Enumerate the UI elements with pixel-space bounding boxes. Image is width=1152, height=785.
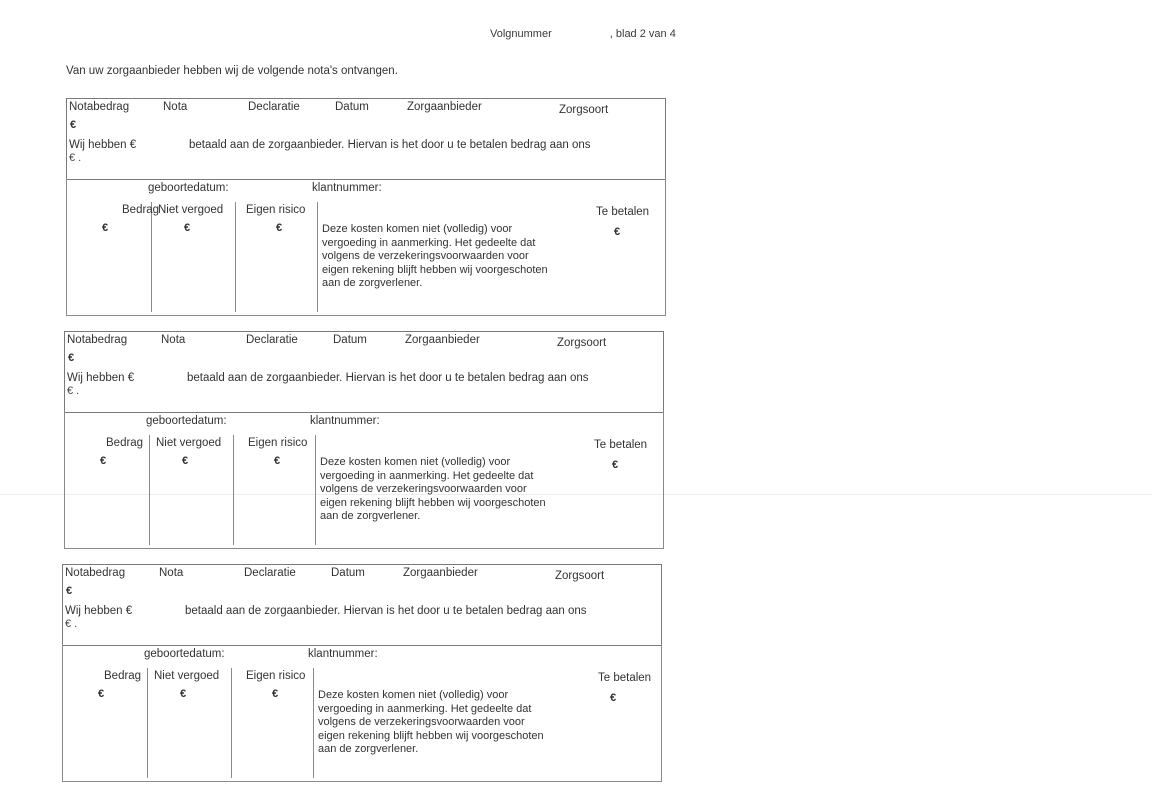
- bedrag-euro: €: [98, 688, 105, 700]
- claim-summary-box: [66, 98, 666, 180]
- divider: [151, 202, 152, 312]
- niet-vergoed-header: Niet vergoed: [154, 670, 220, 682]
- eigen-risico-header: Eigen risico: [246, 204, 306, 216]
- claim-summary-box: [62, 564, 662, 646]
- col-declaratie: Declaratie: [244, 567, 296, 579]
- geboortedatum-label: geboortedatum:: [144, 648, 225, 660]
- geboortedatum-label: geboortedatum:: [146, 415, 227, 427]
- eigen-risico-euro: €: [274, 455, 281, 467]
- klantnummer-label: klantnummer:: [312, 182, 382, 194]
- te-betalen-header: Te betalen: [598, 672, 652, 684]
- col-datum: Datum: [335, 101, 369, 113]
- col-datum: Datum: [331, 567, 365, 579]
- divider: [317, 202, 318, 312]
- bedrag-euro: €: [100, 455, 107, 467]
- divider: [231, 668, 232, 778]
- bedrag-euro: €: [102, 222, 109, 234]
- explanation-note: Deze kosten komen niet (volledig) voor vergoeding in aanmerking. Het gedeelte dat volgens de verzekeringsvoorwaarden voor eigen rekening blijft hebben wij voorgeschoten aan de zorgverlener.: [322, 223, 548, 289]
- eigen-risico-euro: €: [276, 222, 283, 234]
- euro-amount: € .: [67, 385, 80, 397]
- page-header: [490, 28, 676, 40]
- volgnummer-label: Volgnummer: [490, 28, 552, 40]
- col-zorgaanbieder: Zorgaanbieder: [405, 334, 480, 346]
- eigen-risico-header: Eigen risico: [248, 437, 308, 449]
- te-betalen-header: Te betalen: [594, 439, 648, 451]
- euro-amount: € .: [65, 618, 78, 630]
- col-zorgsoort: Zorgsoort: [555, 570, 605, 582]
- col-datum: Datum: [333, 334, 367, 346]
- divider: [233, 435, 234, 545]
- divider: [313, 668, 314, 778]
- col-nota: Nota: [163, 101, 188, 113]
- col-nota: Nota: [159, 567, 184, 579]
- wij-hebben-label: Wij hebben €: [67, 372, 135, 384]
- col-zorgaanbieder: Zorgaanbieder: [407, 101, 482, 113]
- divider: [315, 435, 316, 545]
- te-betalen-euro: €: [614, 226, 621, 238]
- sheet-number: , blad 2 van 4: [609, 28, 676, 40]
- divider: [147, 668, 148, 778]
- betaald-text: betaald aan de zorgaanbieder. Hiervan is het door u te betalen bedrag aan ons: [187, 372, 589, 384]
- bedrag-header: Bedrag: [122, 204, 160, 216]
- geboortedatum-label: geboortedatum:: [148, 182, 229, 194]
- eigen-risico-header: Eigen risico: [246, 670, 306, 682]
- col-declaratie: Declaratie: [246, 334, 298, 346]
- col-declaratie: Declaratie: [248, 101, 300, 113]
- notabedrag-euro: €: [70, 119, 77, 131]
- euro-amount: € .: [69, 152, 82, 164]
- niet-vergoed-euro: €: [180, 688, 187, 700]
- notabedrag-euro: €: [66, 585, 73, 597]
- klantnummer-label: klantnummer:: [308, 648, 378, 660]
- wij-hebben-label: Wij hebben €: [65, 605, 133, 617]
- col-zorgsoort: Zorgsoort: [557, 337, 607, 349]
- klantnummer-label: klantnummer:: [310, 415, 380, 427]
- te-betalen-header: Te betalen: [596, 206, 650, 218]
- te-betalen-euro: €: [610, 692, 617, 704]
- col-zorgaanbieder: Zorgaanbieder: [403, 567, 478, 579]
- eigen-risico-euro: €: [272, 688, 279, 700]
- niet-vergoed-header: Niet vergoed: [158, 204, 224, 216]
- te-betalen-euro: €: [612, 459, 619, 471]
- col-zorgsoort: Zorgsoort: [559, 104, 609, 116]
- intro-text: Van uw zorgaanbieder hebben wij de volgende nota's ontvangen.: [66, 65, 398, 77]
- col-notabedrag: Notabedrag: [65, 567, 126, 579]
- explanation-note: Deze kosten komen niet (volledig) voor vergoeding in aanmerking. Het gedeelte dat volgens de verzekeringsvoorwaarden voor eigen rekening blijft hebben wij voorgeschoten aan de zorgverlener.: [320, 456, 546, 522]
- divider: [235, 202, 236, 312]
- niet-vergoed-header: Niet vergoed: [156, 437, 222, 449]
- notabedrag-euro: €: [68, 352, 75, 364]
- divider: [149, 435, 150, 545]
- betaald-text: betaald aan de zorgaanbieder. Hiervan is het door u te betalen bedrag aan ons: [185, 605, 587, 617]
- bedrag-header: Bedrag: [106, 437, 144, 449]
- col-nota: Nota: [161, 334, 186, 346]
- niet-vergoed-euro: €: [184, 222, 191, 234]
- bedrag-header: Bedrag: [104, 670, 142, 682]
- col-notabedrag: Notabedrag: [69, 101, 130, 113]
- claim-summary-box: [64, 331, 664, 413]
- betaald-text: betaald aan de zorgaanbieder. Hiervan is het door u te betalen bedrag aan ons: [189, 139, 591, 151]
- wij-hebben-label: Wij hebben €: [69, 139, 137, 151]
- niet-vergoed-euro: €: [182, 455, 189, 467]
- explanation-note: Deze kosten komen niet (volledig) voor vergoeding in aanmerking. Het gedeelte dat volgens de verzekeringsvoorwaarden voor eigen rekening blijft hebben wij voorgeschoten aan de zorgverlener.: [318, 689, 544, 755]
- col-notabedrag: Notabedrag: [67, 334, 128, 346]
